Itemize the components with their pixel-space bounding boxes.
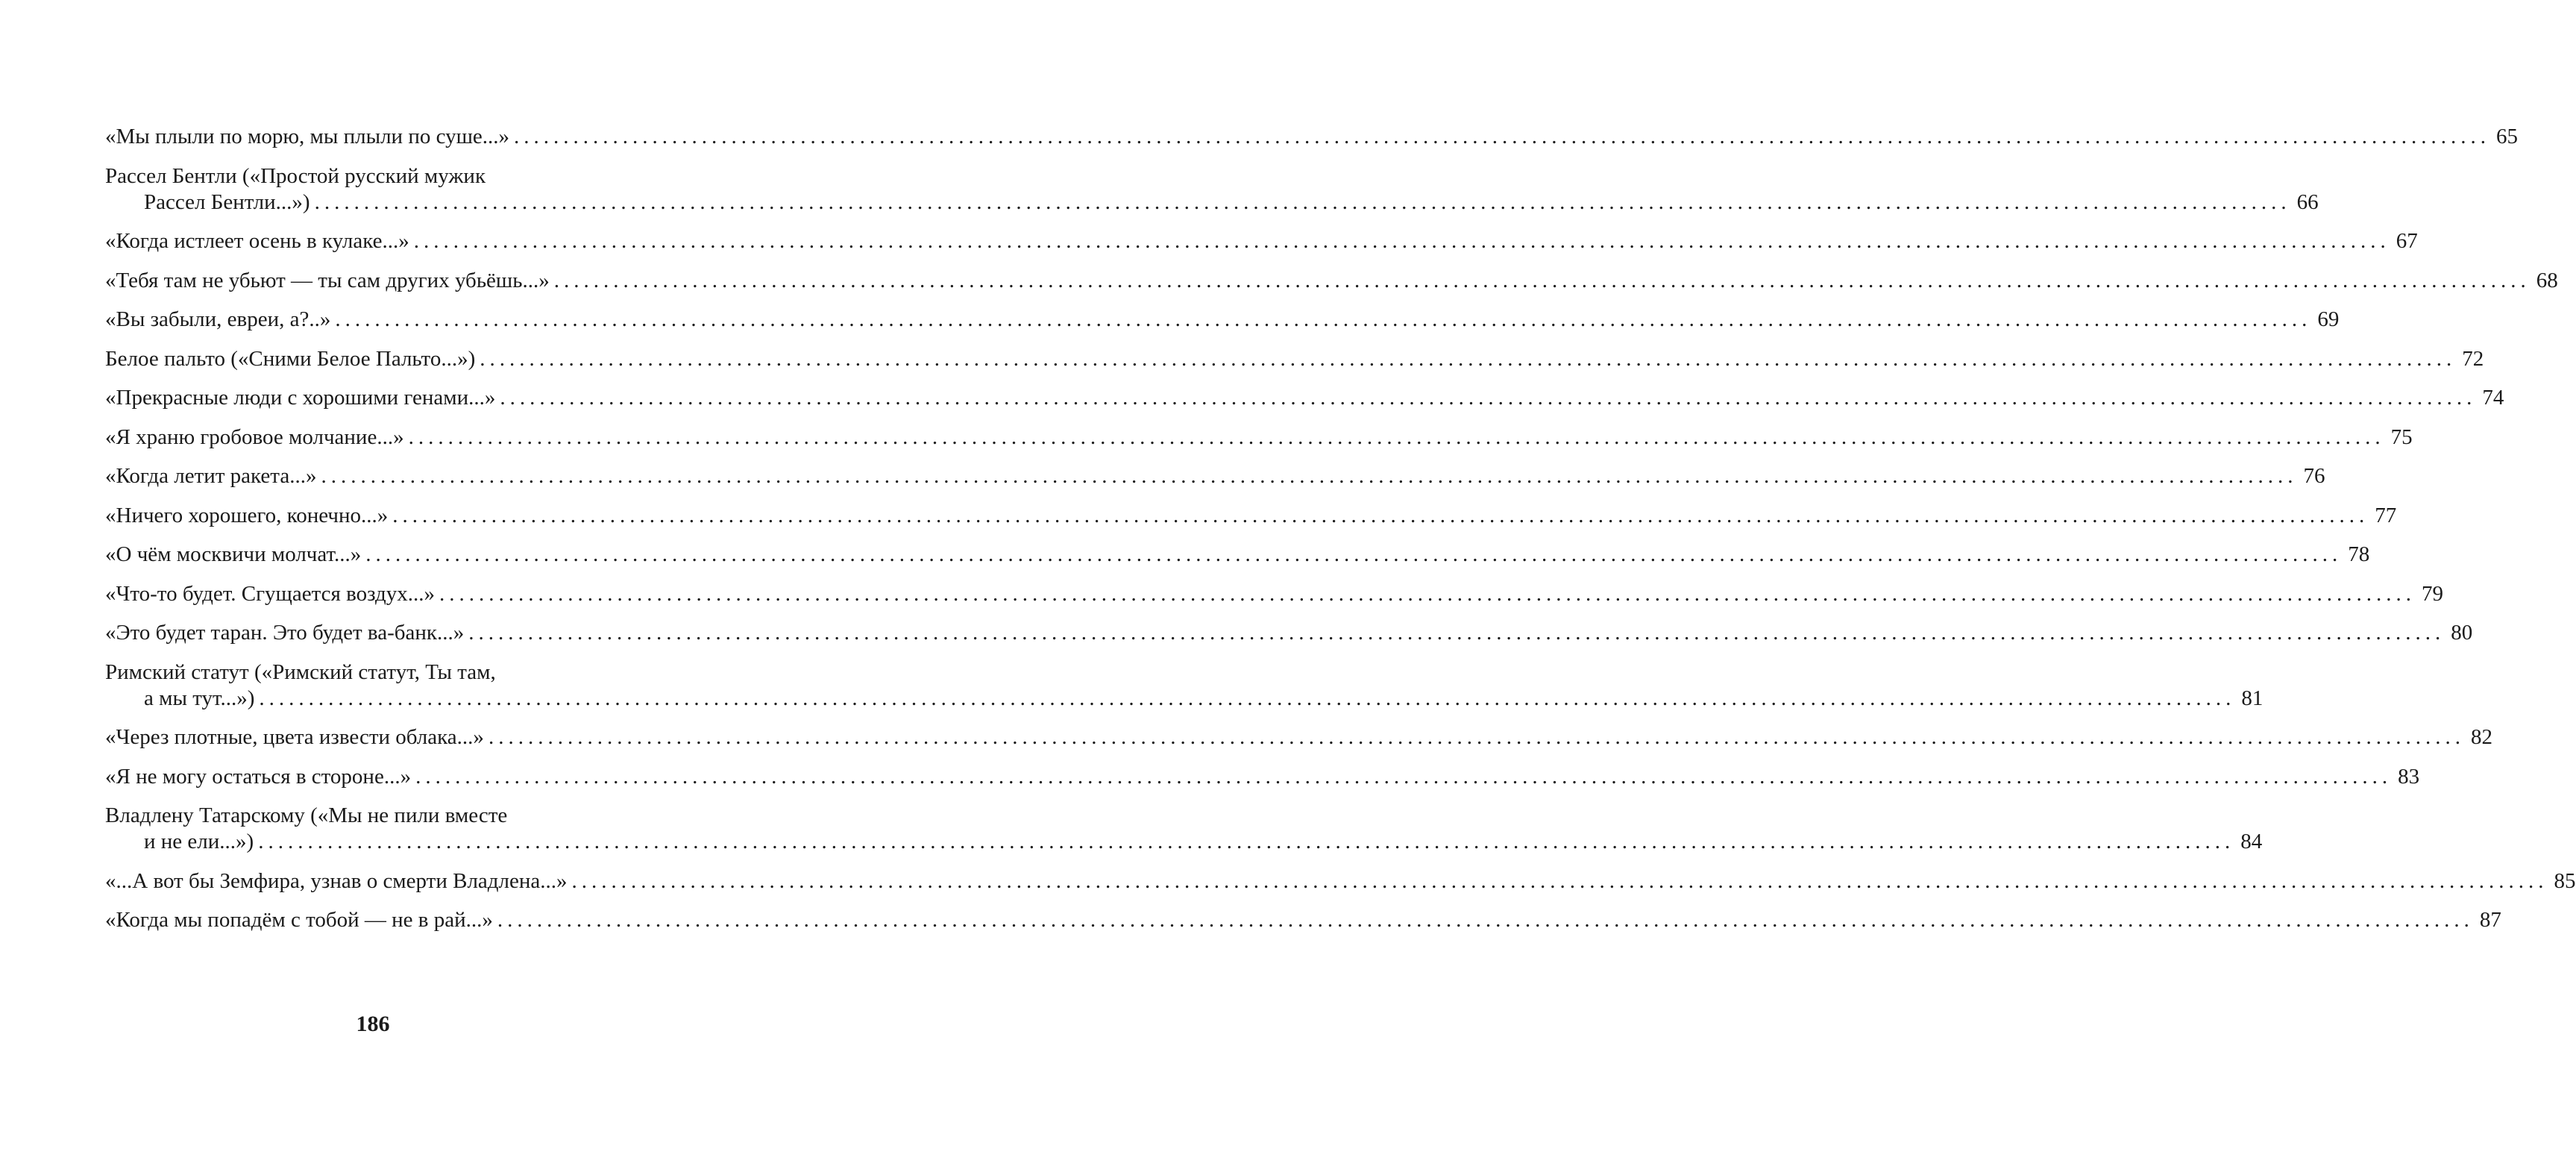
toc-entry-page-number: 75 bbox=[2390, 424, 2413, 449]
toc-entry bbox=[105, 868, 2576, 894]
toc-entry-title: Рассел Бентли...») bbox=[144, 189, 310, 214]
dot-leader: ........................................................................................................................................................................................................ bbox=[415, 764, 2393, 789]
toc-entry-page-number: 81 bbox=[2241, 686, 2264, 710]
toc-entry bbox=[105, 424, 2413, 451]
toc-entry-last-line bbox=[105, 907, 2501, 933]
toc-entry-title: «Вы забыли, евреи, а?..» bbox=[105, 307, 331, 331]
toc-entry bbox=[105, 346, 2484, 372]
toc-entry-page-number: 68 bbox=[2536, 268, 2558, 292]
toc-entry bbox=[105, 724, 2492, 750]
toc-entry-page-number: 69 bbox=[2317, 307, 2340, 331]
toc-entry-last-line bbox=[105, 724, 2492, 750]
toc-entry-last-line bbox=[105, 189, 2319, 216]
toc-entry-title: «Когда летит ракета...» bbox=[105, 464, 317, 488]
toc-entry-last-line bbox=[105, 620, 2473, 646]
toc-entry-page-number: 78 bbox=[2348, 542, 2370, 566]
toc-entry-last-line bbox=[105, 764, 2420, 790]
dot-leader: ........................................................................................................................................................................................................ bbox=[335, 307, 2312, 331]
toc-entry-last-line bbox=[105, 424, 2413, 451]
toc-entry-last-line bbox=[105, 346, 2484, 372]
dot-leader: ........................................................................................................................................................................................................ bbox=[480, 346, 2457, 371]
toc-entry-page-number: 66 bbox=[2296, 189, 2319, 214]
toc-entry-title: «Это будет таран. Это будет ва-банк...» bbox=[105, 621, 465, 645]
toc-entry-title: «Ничего хорошего, конечно...» bbox=[105, 503, 389, 527]
toc-entry bbox=[105, 907, 2501, 933]
toc-entry bbox=[105, 228, 2418, 254]
table-of-contents bbox=[105, 124, 2576, 947]
dot-leader: ........................................................................................................................................................................................................ bbox=[553, 268, 2531, 292]
dot-leader: ........................................................................................................................................................................................................ bbox=[439, 581, 2416, 606]
toc-entry-last-line bbox=[105, 686, 2264, 712]
toc-entry-title-line: Владлену Татарскому («Мы не пили вместе bbox=[105, 803, 508, 827]
dot-leader: ........................................................................................................................................................................................................ bbox=[571, 868, 2548, 893]
toc-entry-page-number: 65 bbox=[2496, 125, 2519, 148]
toc-entry-page-number: 74 bbox=[2482, 386, 2504, 410]
toc-entry-last-line bbox=[105, 268, 2558, 294]
toc-entry-title: Белое пальто («Сними Белое Пальто...») bbox=[105, 346, 476, 371]
dot-leader: ........................................................................................................................................................................................................ bbox=[365, 542, 2343, 566]
toc-entry bbox=[105, 764, 2420, 790]
dot-leader: ........................................................................................................................................................................................................ bbox=[514, 125, 2491, 148]
toc-entry-title: «Прекрасные люди с хорошими генами...» bbox=[105, 386, 496, 410]
toc-entry-page-number: 87 bbox=[2479, 908, 2501, 932]
toc-entry bbox=[105, 124, 2519, 150]
toc-entry-page-number: 85 bbox=[2554, 868, 2576, 893]
toc-entry-page-number: 79 bbox=[2422, 581, 2444, 606]
toc-entry-title: «Мы плыли по морю, мы плыли по суше...» bbox=[105, 125, 510, 148]
toc-entry bbox=[105, 581, 2444, 607]
dot-leader: ........................................................................................................................................................................................................ bbox=[314, 189, 2291, 214]
toc-entry-last-line bbox=[105, 829, 2263, 855]
toc-entry bbox=[105, 803, 2263, 855]
toc-entry-title: а мы тут...») bbox=[144, 686, 255, 710]
toc-entry-page-number: 83 bbox=[2398, 764, 2420, 789]
toc-entry-page-number: 72 bbox=[2462, 346, 2484, 371]
toc-entry bbox=[105, 385, 2504, 411]
toc-entry-last-line bbox=[105, 581, 2444, 607]
toc-entry-last-line bbox=[105, 228, 2418, 254]
toc-entry-title: «Когда истлеет осень в кулаке...» bbox=[105, 229, 409, 253]
toc-entry-last-line bbox=[105, 868, 2576, 894]
toc-entry-title: «Я не могу остаться в стороне...» bbox=[105, 764, 412, 789]
dot-leader: ........................................................................................................................................................................................................ bbox=[408, 424, 2385, 449]
toc-entry-last-line bbox=[105, 385, 2504, 411]
dot-leader: ........................................................................................................................................................................................................ bbox=[500, 386, 2477, 410]
toc-entry-title: «Когда мы попадём с тобой — не в рай...» bbox=[105, 908, 493, 932]
toc-entry bbox=[105, 503, 2397, 529]
toc-entry-last-line bbox=[105, 542, 2370, 568]
toc-entry bbox=[105, 542, 2370, 568]
toc-entry-title: «Через плотные, цвета извести облака...» bbox=[105, 725, 484, 749]
dot-leader: ........................................................................................................................................................................................................ bbox=[258, 830, 2235, 853]
toc-entry-title: и не ели...») bbox=[144, 830, 254, 853]
toc-entry-last-line bbox=[105, 124, 2519, 150]
toc-entry-last-line bbox=[105, 503, 2397, 529]
toc-entry-title: «Тебя там не убьют — ты сам других убьёшь...» bbox=[105, 268, 550, 292]
toc-entry-page-number: 82 bbox=[2470, 725, 2492, 749]
toc-entry bbox=[105, 659, 2264, 712]
toc-entry-title: «Что-то будет. Сгущается воздух...» bbox=[105, 581, 436, 606]
toc-entry-last-line bbox=[105, 307, 2340, 333]
toc-entry bbox=[105, 307, 2340, 333]
page-number: 186 bbox=[356, 1012, 390, 1036]
toc-entry-page-number: 67 bbox=[2396, 229, 2418, 253]
toc-entry-page-number: 80 bbox=[2451, 621, 2473, 645]
toc-entry bbox=[105, 163, 2319, 216]
dot-leader: ........................................................................................................................................................................................................ bbox=[259, 686, 2236, 710]
toc-entry bbox=[105, 620, 2473, 646]
toc-entry-title-line: Римский статут («Римский статут, Ты там, bbox=[105, 659, 496, 684]
toc-entry-page-number: 76 bbox=[2303, 464, 2325, 488]
dot-leader: ........................................................................................................................................................................................................ bbox=[468, 621, 2445, 645]
toc-entry-title-line: Рассел Бентли («Простой русский мужик bbox=[105, 163, 486, 188]
dot-leader: ........................................................................................................................................................................................................ bbox=[392, 503, 2369, 527]
toc-entry bbox=[105, 268, 2558, 294]
toc-entry-page-number: 77 bbox=[2375, 503, 2397, 527]
toc-entry-title: «...А вот бы Земфира, узнав о смерти Владлена...» bbox=[105, 868, 568, 893]
toc-entry-title: «Я храню гробовое молчание...» bbox=[105, 424, 404, 449]
dot-leader: ........................................................................................................................................................................................................ bbox=[413, 229, 2390, 253]
dot-leader: ........................................................................................................................................................................................................ bbox=[488, 725, 2465, 749]
dot-leader: ........................................................................................................................................................................................................ bbox=[321, 464, 2298, 488]
toc-entry-last-line bbox=[105, 463, 2325, 489]
toc-entry-page-number: 84 bbox=[2240, 830, 2263, 853]
dot-leader: ........................................................................................................................................................................................................ bbox=[497, 908, 2474, 932]
toc-entry bbox=[105, 463, 2325, 489]
toc-entry-title: «О чём москвичи молчат...» bbox=[105, 542, 362, 566]
